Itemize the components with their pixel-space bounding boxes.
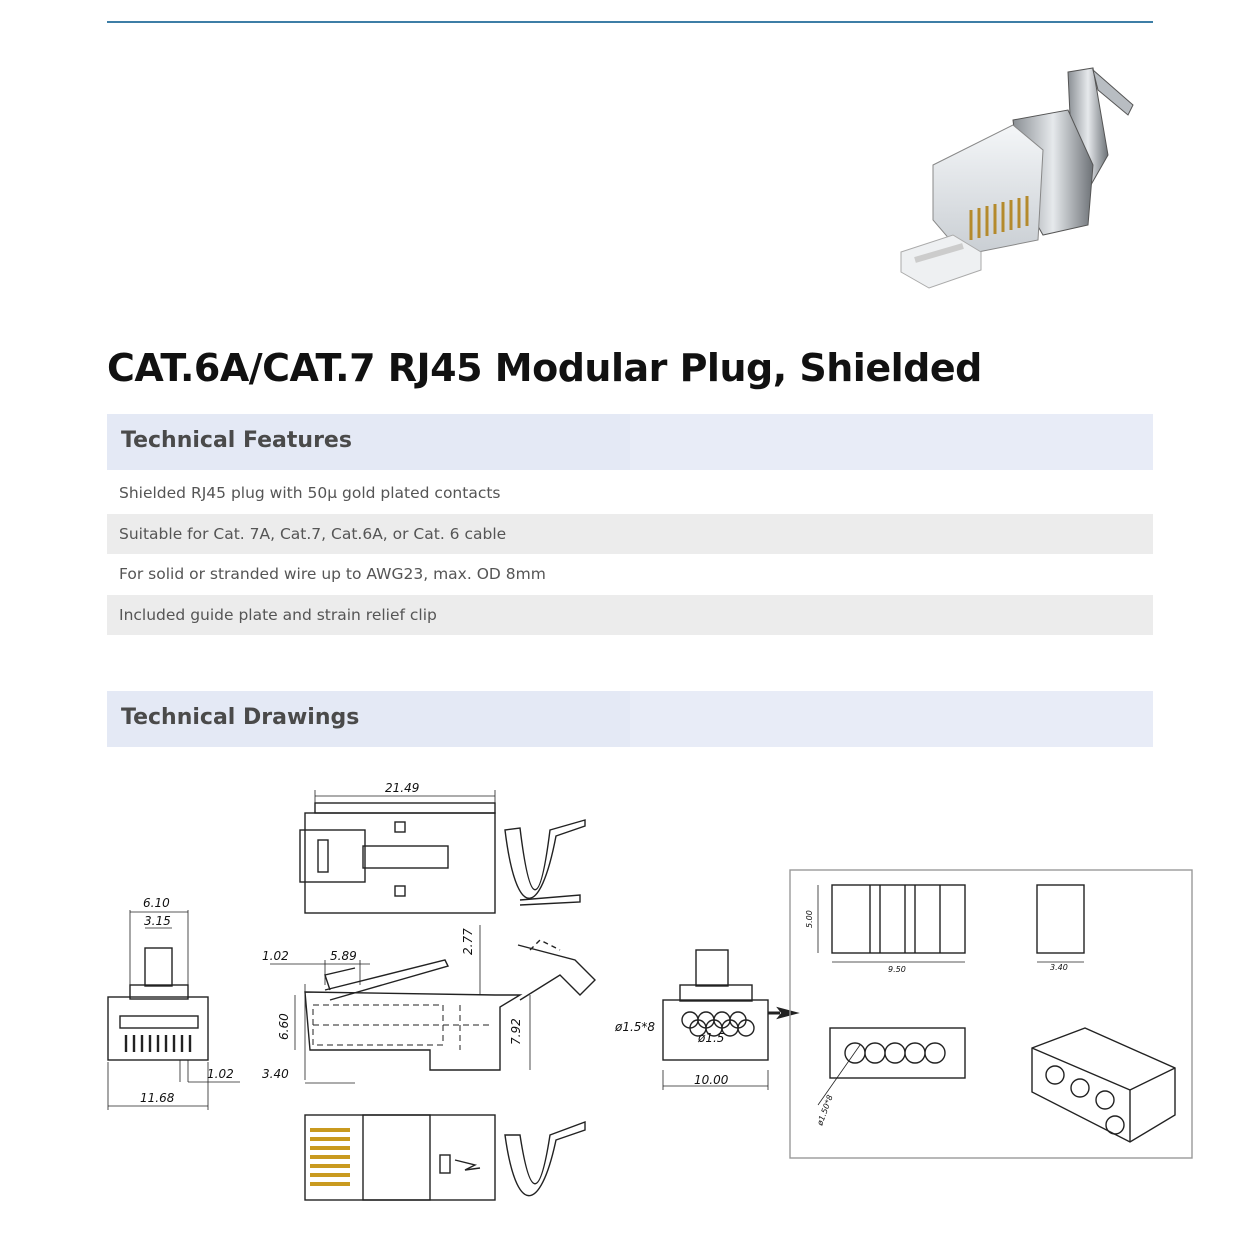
dim-tab-length: 5.89 xyxy=(330,949,357,963)
bottom-view-drawing xyxy=(305,1115,585,1200)
guide-plate-inset xyxy=(790,870,1192,1158)
page-title: CAT.6A/CAT.7 RJ45 Modular Plug, Shielded xyxy=(107,346,982,390)
dim-hole: ø1.5 xyxy=(698,1031,725,1045)
dim-width: 6.10 xyxy=(143,896,170,910)
technical-drawings-heading: Technical Drawings xyxy=(121,705,360,730)
dim-guide-hole: ø1.50*8 xyxy=(815,1093,835,1127)
dim-tab-offset: 1.02 xyxy=(262,949,289,963)
dim-bore: ø1.5*8 xyxy=(615,1020,656,1034)
dim-base-width: 11.68 xyxy=(140,1091,175,1105)
dim-total-height: 7.92 xyxy=(509,1018,523,1045)
technical-drawings-header xyxy=(107,691,1153,747)
dim-latch-height: 2.77 xyxy=(461,928,475,955)
dim-guide-thickness: 3.40 xyxy=(1050,963,1068,972)
connector-end-drawing xyxy=(663,950,780,1090)
dim-inner-width: 3.15 xyxy=(144,914,171,928)
side-view-drawing xyxy=(270,925,595,1083)
dim-bar-width: 10.00 xyxy=(694,1073,729,1087)
technical-features-heading: Technical Features xyxy=(121,428,352,453)
list-item: Suitable for Cat. 7A, Cat.7, Cat.6A, or Cat. 6 cable xyxy=(107,514,1153,555)
top-rule xyxy=(107,21,1153,23)
dim-guide-length: 9.50 xyxy=(888,965,906,974)
features-list xyxy=(107,473,1153,635)
product-photo xyxy=(893,60,1143,290)
dim-body-height: 6.60 xyxy=(277,1013,291,1040)
top-view-drawing xyxy=(300,790,585,913)
list-item: Shielded RJ45 plug with 50μ gold plated contacts xyxy=(119,484,501,502)
list-item: For solid or stranded wire up to AWG23, max. OD 8mm xyxy=(119,565,546,583)
technical-features-header xyxy=(107,414,1153,470)
dim-overall-length: 21.49 xyxy=(385,781,420,795)
dim-front-offset: 3.40 xyxy=(262,1067,289,1081)
dim-guide-height: 5.00 xyxy=(805,910,814,928)
list-item: Included guide plate and strain relief clip xyxy=(107,595,1153,636)
technical-drawings xyxy=(100,770,1210,1230)
dim-pitch: 1.02 xyxy=(207,1067,234,1081)
